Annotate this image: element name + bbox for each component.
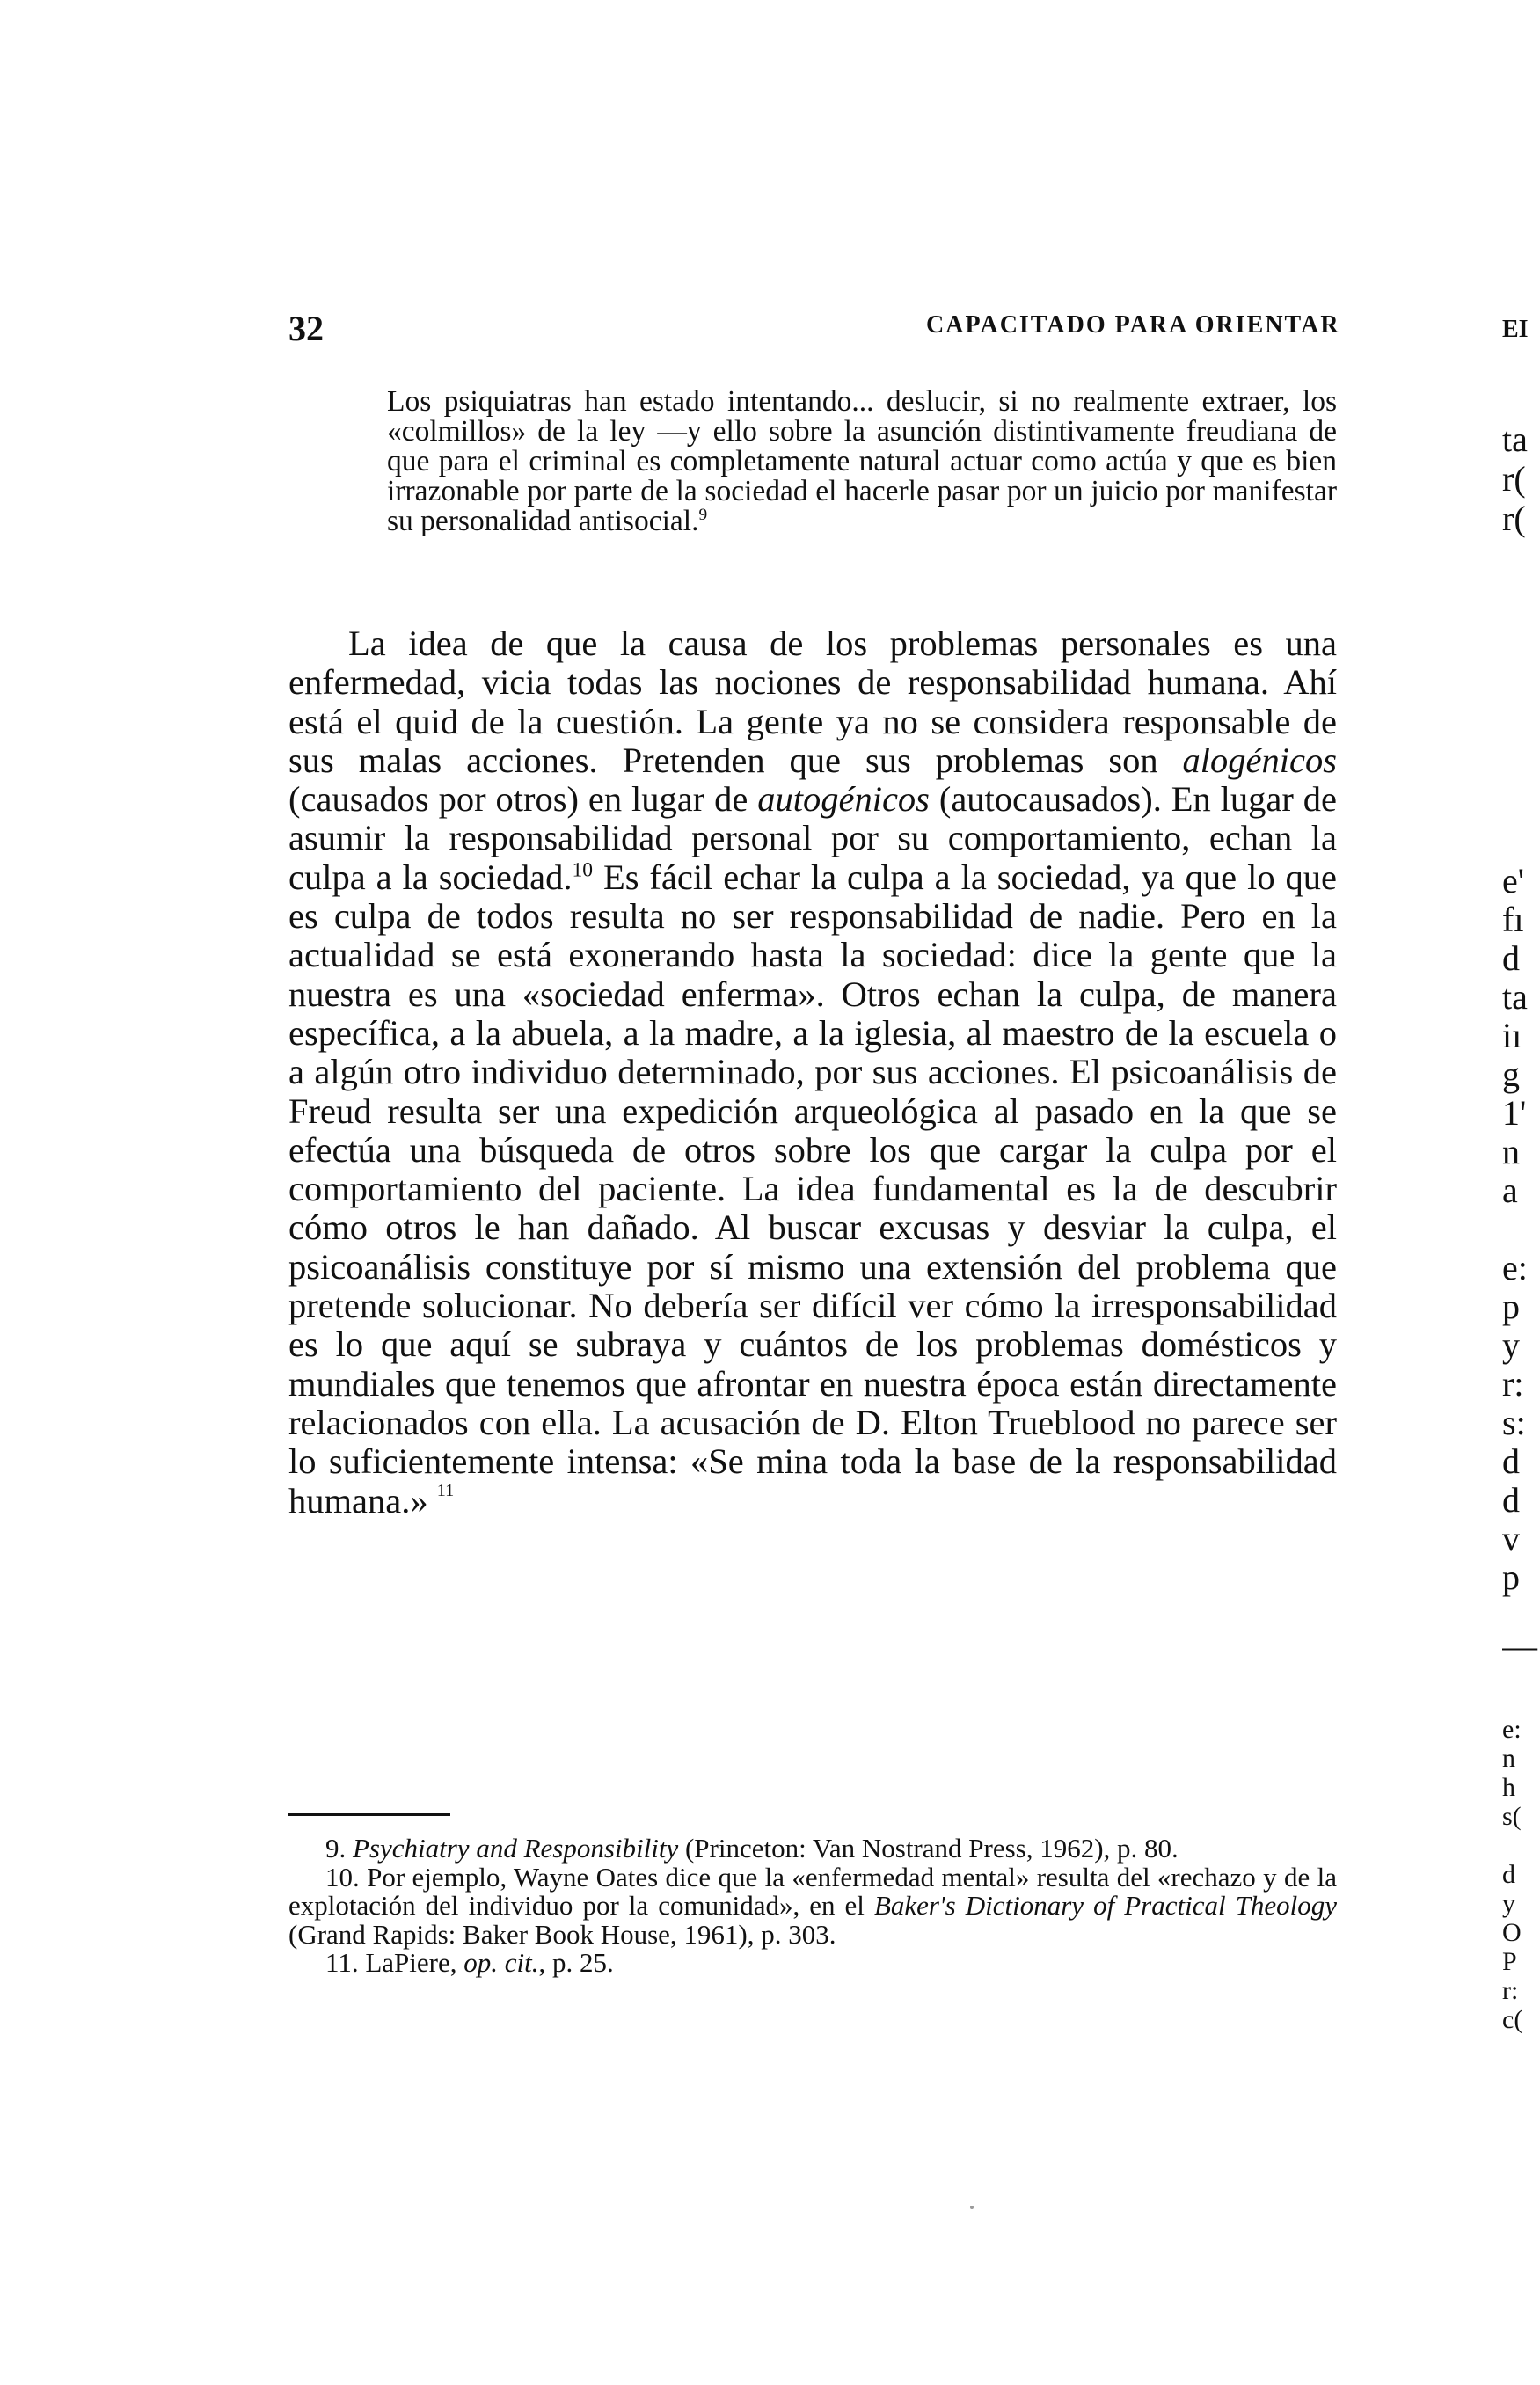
footnote-ref-10: 10 — [572, 858, 594, 882]
facing-page-line: h — [1502, 1773, 1515, 1802]
facing-page-line: ta — [1502, 419, 1528, 459]
facing-page-line: n — [1502, 1132, 1520, 1171]
facing-page-line: 1' — [1502, 1093, 1527, 1133]
footnote-10-text-a: Por ejemplo, Wayne Oates dice que la «enfermedad mental» resulta del «rechazo y de la explotación del individuo por la comunidad», en el — [288, 1861, 1337, 1921]
footnote-divider — [288, 1813, 450, 1816]
body-paragraph — [288, 624, 1337, 1521]
footnote-9 — [288, 1834, 1337, 1864]
facing-page-line: d — [1502, 938, 1520, 978]
page-number: 32 — [288, 309, 324, 348]
footnote-11-abbr: op. cit. — [463, 1947, 539, 1978]
footnote-10 — [288, 1861, 1337, 1950]
facing-page-line: d — [1502, 1860, 1515, 1889]
body-text — [288, 624, 1337, 1521]
facing-page-line: r( — [1502, 499, 1526, 538]
facing-page-line: e: — [1502, 1248, 1528, 1287]
facing-page-line: ta — [1502, 977, 1528, 1017]
facing-page-line: d — [1502, 1480, 1520, 1520]
footnote-10-number: 10. — [325, 1861, 360, 1893]
footnote-10-title: Baker's Dictionary of Practical Theology — [873, 1890, 1337, 1921]
facing-page-line: iı — [1502, 1016, 1522, 1055]
facing-page-line: e: — [1502, 1715, 1522, 1744]
footnote-ref-11: 11 — [436, 1480, 455, 1500]
facing-page-line: P — [1502, 1947, 1517, 1976]
term-alogenicos: alogénicos — [1182, 740, 1337, 780]
facing-page-fragment — [1502, 0, 1540, 2385]
footnote-11 — [288, 1949, 1337, 1978]
footnote-10-text-b: (Grand Rapids: Baker Book House, 1961), p. 303. — [288, 1918, 836, 1950]
body-text-part-3: (autocausados). En lugar de asumir la responsabilidad personal por su comportamiento, echan la culpa a la sociedad. — [288, 779, 1337, 897]
body-text-part-1: La idea de que la causa de los problemas personales es una enfermedad, vicia todas las nociones de responsabilidad humana. Ahí está el quid de la cuestión. La gente ya no se considera responsable de sus malas acciones. Pretenden que sus problemas son — [288, 624, 1337, 780]
facing-page-line: O — [1502, 1918, 1522, 1947]
facing-page-line: p — [1502, 1557, 1520, 1597]
footnote-9-number: 9. — [325, 1833, 347, 1864]
facing-page-line: s: — [1502, 1403, 1526, 1442]
footnote-11-number: 11. — [325, 1947, 359, 1978]
facing-page-line: v — [1502, 1519, 1520, 1558]
footnotes — [288, 1834, 1337, 1978]
block-quote — [387, 387, 1337, 536]
facing-page-line: e' — [1502, 861, 1524, 901]
facing-page-line: r: — [1502, 1976, 1519, 2005]
footnote-9-title: Psychiatry and Responsibility — [353, 1833, 679, 1864]
body-text-part-2: (causados por otros) en lugar de — [288, 779, 758, 820]
footnote-ref-9: 9 — [698, 505, 708, 524]
facing-page-header-fragment: EI — [1502, 316, 1529, 343]
term-autogenicos: autogénicos — [757, 779, 930, 820]
footnote-11-text-b: , p. 25. — [538, 1947, 614, 1978]
facing-page-line: — — [1502, 1626, 1537, 1666]
block-quote-paragraph — [387, 387, 1337, 536]
facing-page-line: r: — [1502, 1364, 1524, 1404]
scan-speck — [970, 2206, 974, 2209]
facing-page-line: y — [1502, 1889, 1515, 1918]
facing-page-line: s( — [1502, 1802, 1522, 1831]
block-quote-text: Los psiquiatras han estado intentando... deslucir, si no realmente extraer, los «colmillos» de la ley —y ello sobre la asunción distintivamente freudiana de que para el criminal es completamente natural actuar como actúa y que es bien irrazonable por parte de la sociedad el hacerle pasar por un juicio por manifestar su personalidad antisocial. — [387, 385, 1337, 537]
facing-page-line: g — [1502, 1054, 1520, 1094]
facing-page-line: p — [1502, 1287, 1520, 1326]
facing-page-line: a — [1502, 1171, 1518, 1210]
facing-page-line: y — [1502, 1325, 1520, 1365]
footnote-9-text: (Princeton: Van Nostrand Press, 1962), p. 80. — [678, 1833, 1179, 1864]
facing-page-line: c( — [1502, 2005, 1523, 2034]
facing-page-line: n — [1502, 1744, 1515, 1773]
facing-page-line: r( — [1502, 459, 1526, 499]
running-head: CAPACITADO PARA ORIENTAR — [926, 311, 1340, 339]
facing-page-line: fı — [1502, 900, 1524, 939]
footnote-11-text-a: LaPiere, — [358, 1947, 464, 1978]
body-text-part-4: Es fácil echar la culpa a la sociedad, ya que lo que es culpa de todos resulta no ser responsabilidad de nadie. Pero en la actualidad se está exonerando hasta la sociedad: dice la gente que la nuestra es una «sociedad enferma». Otros echan la culpa, de manera específica, a la abuela, a la madre, a la iglesia, al maestro de la escuela o a algún otro individuo determinado, por sus acciones. El psicoanálisis de Freud resulta ser una expedición arqueológica al pasado en la que se efectúa una búsqueda de otros sobre los que cargar la culpa por el comportamiento del paciente. La idea fundamental es la de descubrir cómo otros le han dañado. Al buscar excusas y desviar la culpa, el psicoanálisis constituye por sí mismo una extensión del problema que pretende solucionar. No debería ser difícil ver cómo la irresponsabilidad es lo que aquí se subraya y cuántos de los problemas domésticos y mundiales que tenemos que afrontar en nuestra época están directamente relacionados con ella. La acusación de D. Elton Trueblood no parece ser lo suficientemente intensa: «Se mina toda la base de la responsabilidad humana.» — [288, 857, 1337, 1521]
facing-page-line: d — [1502, 1441, 1520, 1481]
